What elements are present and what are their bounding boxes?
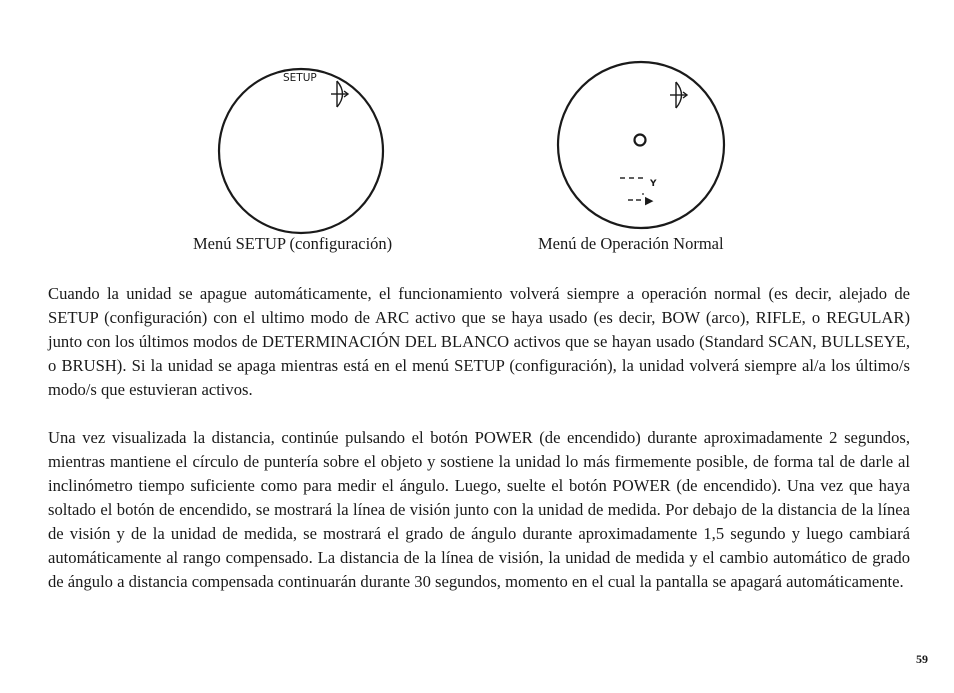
- mode-arrow-glyph: ▶: [645, 194, 654, 207]
- bow-icon: [331, 81, 348, 107]
- angle-readout-row: [628, 193, 644, 200]
- page-number: 59: [916, 652, 928, 666]
- paragraph-auto-shutoff: Cuando la unidad se apague automáticamente, el funcionamiento volverá siempre a operación normal (es decir, alejado de SETUP (configuración) con el ultimo modo de ARC activo que se haya usado (es decir, BOW (arco), RIFLE, o REGULAR) junto con los últimos modos de DETERMINACIÓN DEL BLANCO activos que se hayan usado (Standard SCAN, BULLSEYE, o BRUSH). Si la unidad se apaga mientras está en el menú SETUP (configuración), la unidad volverá siempre al/a los último/s modo/s que estuvieran activos.: [48, 284, 910, 399]
- unit-glyph: Y: [650, 179, 657, 189]
- bow-icon: [670, 82, 687, 108]
- normal-operation-caption: Menú de Operación Normal: [538, 234, 724, 253]
- aim-circle-icon: [635, 135, 646, 146]
- paragraph-angle-measurement: Una vez visualizada la distancia, continúe pulsando el botón POWER (de encendido) durante aproximadamente 2 segundos, mientras mantiene el círculo de puntería sobre el objeto y sostiene la unidad lo más firmemente posible, de forma tal de darle al inclinómetro tiempo suficiente como para medir el ángulo. Luego, suelte el botón POWER (de encendido). Una vez que haya soltado el botón de encendido, se mostrará la línea de visión junto con la unidad de medida. Por debajo de la distancia de la línea de visión y de la unidad de medida, se mostrará el grado de ángulo durante aproximadamente 1,5 segundo y luego cambiará automáticamente al rango compensado. La distancia de la línea de visión, la unidad de medida y el cambio automático de grado de ángulo a distancia compensada continuarán durante 30 segundos, momento en el cual la pantalla se apagará automáticamente.: [48, 428, 910, 591]
- setup-label: SETUP: [283, 72, 317, 84]
- setup-menu-display: [215, 64, 389, 238]
- setup-menu-caption: Menú SETUP (configuración): [193, 234, 393, 253]
- display-circle: [219, 69, 383, 233]
- normal-operation-display: [552, 55, 732, 235]
